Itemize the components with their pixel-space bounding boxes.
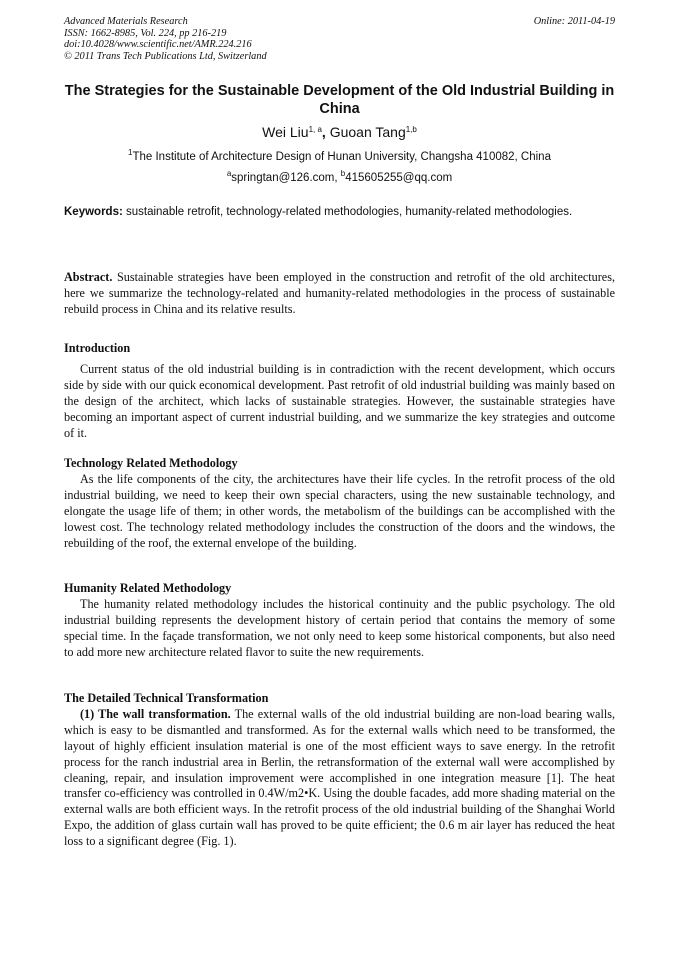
- email-b: 415605255@qq.com: [345, 172, 453, 184]
- keywords-label: Keywords:: [64, 206, 123, 218]
- journal-name: Advanced Materials Research: [64, 16, 188, 27]
- abstract-label: Abstract.: [64, 270, 113, 284]
- author-affil-sup: 1,b: [405, 125, 417, 134]
- keywords-text: sustainable retrofit, technology-related methodologies, humanity-related methodologies.: [126, 206, 573, 218]
- email-sup: b: [340, 169, 346, 178]
- affiliation-text: The Institute of Architecture Design of Hunan University, Changsha 410082, China: [132, 151, 551, 163]
- author-emails: [64, 171, 615, 185]
- section-heading: Technology Related Methodology: [64, 456, 238, 470]
- author-line: [64, 123, 615, 141]
- section-humanity: [64, 581, 615, 661]
- author-name: Guoan Tang: [329, 124, 406, 140]
- section-detailed: [64, 691, 615, 850]
- doi-line: doi:10.4028/www.scientific.net/AMR.224.216: [64, 39, 252, 50]
- section-paragraph: The humanity related methodology includes the historical continuity and the public psychology. The old industrial building represents the development history of certain period that contains the memory of some special time. In the façade transformation, we not only need to keep some historical components, but also need to add more new architecture related flavor to suite the new requirements.: [64, 596, 615, 659]
- issn-line: ISSN: 1662-8985, Vol. 224, pp 216-219: [64, 27, 227, 39]
- copyright-line: © 2011 Trans Tech Publications Ltd, Switzerland: [64, 50, 267, 62]
- journal-header: [64, 16, 615, 62]
- online-date: Online: 2011-04-19: [533, 16, 615, 27]
- paper-title: The Strategies for the Sustainable Development of the Old Industrial Building in China: [64, 83, 615, 117]
- affiliation: [64, 150, 615, 164]
- author-affil-sup: 1, a: [308, 125, 322, 134]
- section-paragraph: Current status of the old industrial building is in contradiction with the recent development, which occurs side by side with our quick economical development. Past retrofit of old industrial building was mainly based on the design of the architect, which lacks of sustainable strategies. However, the sustainable strategies have becoming an important aspect of current industrial building, and we summarize the key strategies and outcome of it.: [64, 361, 615, 440]
- section-heading: Introduction: [64, 341, 131, 355]
- author-name: Wei Liu: [262, 124, 309, 140]
- section-introduction: [64, 341, 615, 441]
- section-technology: [64, 456, 615, 551]
- email-a: springtan@126.com,: [231, 172, 341, 184]
- section-paragraph: As the life components of the city, the architectures have their life cycles. In the retrofit process of the old industrial building, we need to keep their own special characters, using the new sustainable technology, and elongate the usage life of them; in other words, the metabolism of the buildings can be accomplished with the lowest cost. The technology related methodology includes the construction of the doors and the windows, the rebuilding of the roof, the external envelope of the building.: [64, 471, 615, 550]
- author-separator: ,: [321, 124, 326, 140]
- item-text: The external walls of the old industrial building are non-load bearing walls, which is easy to be dismantled and transformed. As for the external walls which need to be transformed, the layout of highly efficient insulation material is one of the most efficient ways to save energy. In the retrofit process for the ranch industrial area in Berlin, the retransformation of the external wall were accomplished by cleaning, repair, and insulation improvement were accomplished in one integration measure [1]. The heat transfer co-efficiency was controlled in 0.4W/m2•K. Using the double facades, add more shading material on the external walls are both efficient ways. In the retrofit process of the old industrial building of the Shanghai World Expo, the addition of glass curtain wall has proved to be quite efficient; the 0.6 m air layer has reduced the heat loss to a significant degree (Fig. 1).: [64, 706, 616, 849]
- keywords: [64, 205, 615, 220]
- section-heading: Humanity Related Methodology: [64, 581, 232, 595]
- abstract-text: Sustainable strategies have been employed in the construction and retrofit of the old architectures, here we summarize the technology-related and humanity-related methodologies in the process of sustainable rebuild process in China and its relative results.: [64, 270, 615, 316]
- section-paragraph: [64, 707, 615, 850]
- affiliation-sup: 1: [128, 148, 133, 157]
- section-heading: The Detailed Technical Transformation: [64, 691, 269, 705]
- email-sup: a: [226, 169, 232, 178]
- abstract: [64, 270, 615, 318]
- item-label: (1) The wall transformation.: [80, 706, 231, 721]
